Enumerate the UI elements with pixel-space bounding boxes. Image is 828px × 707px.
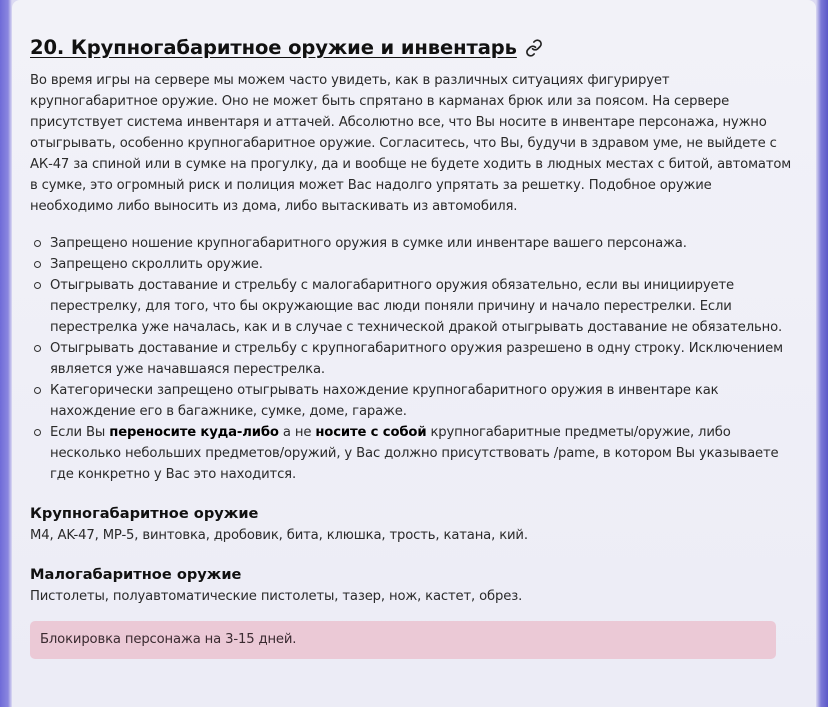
rule-text: крупногабаритные предметы/оружие, либо несколько небольших предметов/оружий, у Вас должно присутствовать /pame, в котором Вы указываете где конкретно у Вас это находится. [50, 425, 779, 482]
punishment-notice: Блокировка персонажа на 3-15 дней. [30, 621, 776, 659]
rule-item: Отыгрывать доставание и стрельбу с крупногабаритного оружия разрешено в одну строку. Исключением является уже начавшаяся перестрелка. [50, 338, 798, 380]
rule-emphasis: носите с собой [315, 425, 427, 440]
rule-emphasis: переносите куда-либо [109, 425, 279, 440]
page-edge-right [816, 0, 828, 707]
rule-item-pame [50, 422, 798, 485]
rule-item: Запрещено скроллить оружие. [50, 254, 798, 275]
section-title: 20. Крупногабаритное оружие и инвентарь [30, 36, 517, 59]
rule-text: Если Вы [50, 425, 110, 440]
rule-item: Категорически запрещено отыгрывать нахождение крупногабаритного оружия в инвентаре как нахождение его в багажнике, сумке, доме, гараже. [50, 380, 798, 422]
large-weapons-list: M4, AK-47, MP-5, винтовка, дробовик, бита, клюшка, трость, катана, кий. [30, 528, 528, 543]
link-icon[interactable] [525, 39, 543, 57]
rule-text: а не [278, 425, 316, 440]
rules-list [30, 233, 798, 485]
small-weapons-heading: Малогабаритное оружие [30, 566, 242, 583]
rules-card [12, 0, 816, 707]
section-header [30, 34, 798, 62]
large-weapons-heading: Крупногабаритное оружие [30, 505, 259, 522]
small-weapons-list: Пистолеты, полуавтоматические пистолеты, тазер, нож, кастет, обрез. [30, 589, 523, 604]
section-intro: Во время игры на сервере мы можем часто увидеть, как в различных ситуациях фигурирует крупногабаритное оружие. Оно не может быть спрятано в карманах брюк или за поясом. На сервере присутствует система инвентаря и аттачей. Абсолютно все, что Вы носите в инвентаре персонажа, нужно отыгрывать, особенно крупногабаритное оружие. Согласитесь, что Вы, будучи в здравом уме, не выйдете с АК-47 за спиной или в сумке на прогулку, да и вообще не будете ходить в людных местах с битой, автоматом в сумке, это огромный риск и полиция может Вас надолго упрятать за решетку. Подобное оружие необходимо либо выносить из дома, либо вытаскивать из автомобиля. [30, 73, 792, 214]
rule-item: Запрещено ношение крупногабаритного оружия в сумке или инвентаре вашего персонажа. [50, 233, 798, 254]
rule-item: Отыгрывать доставание и стрельбу с малогабаритного оружия обязательно, если вы инициируете перестрелку, для того, что бы окружающие вас люди поняли причину и начало перестрелки. Если перестрелка уже началась, как и в случае с технической дракой отыгрывать доставание не обязательно. [50, 275, 798, 338]
